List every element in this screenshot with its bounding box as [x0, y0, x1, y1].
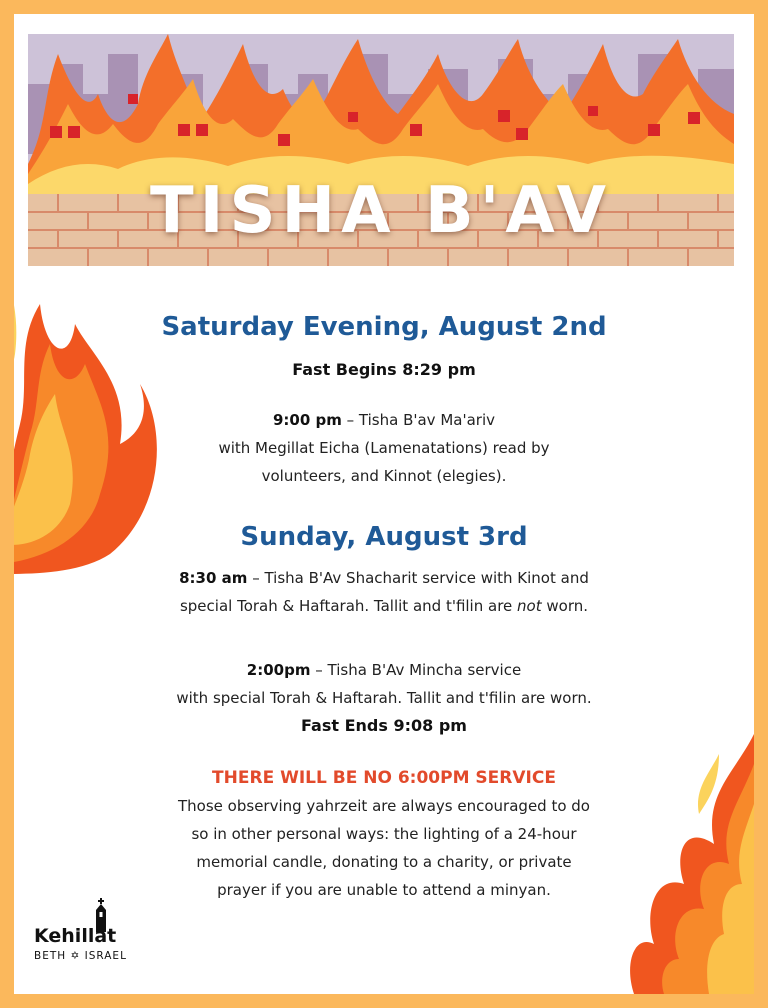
maariv-line-1 — [14, 406, 754, 434]
logo-subtitle: BETH ✡ ISRAEL — [34, 950, 127, 962]
yahrzeit-line-1: Those observing yahrzeit are always encouraged to do — [178, 797, 590, 815]
no-service-notice: THERE WILL BE NO 6:00PM SERVICE — [212, 768, 556, 788]
maariv-time: 9:00 pm — [272, 411, 342, 429]
kehillat-logo — [32, 898, 152, 968]
fast-begins-text: Fast Begins 8:29 pm — [292, 360, 476, 379]
sunday-heading: Sunday, August 3rd — [240, 522, 528, 552]
maariv-description: – Tisha B'av Ma'ariv — [341, 411, 495, 429]
mincha-description: – Tisha B'Av Mincha service — [310, 661, 522, 679]
shacharit-line-2 — [14, 592, 754, 620]
maariv-line-2: with Megillat Eicha (Lamenatations) read by — [218, 439, 550, 457]
shacharit-description: – Tisha B'Av Shacharit service with Kinot and — [247, 569, 589, 587]
shacharit-note-emphasis: not — [517, 597, 542, 615]
mincha-time: 2:00pm — [246, 661, 311, 679]
shacharit-note-a: special Torah & Haftarah. Tallit and t'filin are — [179, 597, 518, 615]
page-title: TISHA B'AV — [149, 174, 613, 248]
saturday-heading: Saturday Evening, August 2nd — [161, 312, 607, 342]
fast-ends-text: Fast Ends 9:08 pm — [301, 716, 467, 735]
yahrzeit-line-2: so in other personal ways: the lighting of a 24-hour — [191, 825, 577, 843]
yahrzeit-line-3: memorial candle, donating to a charity, or private — [196, 853, 572, 871]
schedule-content — [14, 14, 754, 994]
yahrzeit-line-4: prayer if you are unable to attend a minyan. — [217, 881, 551, 899]
logo-name: Kehillat — [34, 925, 117, 947]
poster-sheet — [14, 14, 754, 994]
mincha-line-2: with special Torah & Haftarah. Tallit and t'filin are worn. — [176, 689, 592, 707]
maariv-line-3: volunteers, and Kinnot (elegies). — [261, 467, 507, 485]
shacharit-note-b: worn. — [541, 597, 589, 615]
shacharit-line-1 — [14, 564, 754, 592]
mincha-line-1 — [14, 656, 754, 684]
shacharit-time: 8:30 am — [179, 569, 248, 587]
